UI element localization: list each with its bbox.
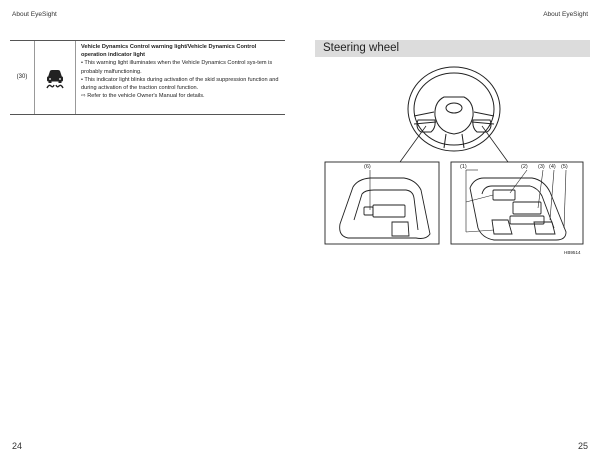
warning-bullet-malfunction: • This warning light illuminates when the Vehicle Dynamics Control sys-tem is probably malfunctioning. (81, 60, 273, 75)
warning-bullet-blinks: • This indicator light blinks during activation of the skid suppression function and during activation of the traction control function. (81, 76, 279, 92)
owners-manual-reference: ⇨ Refer to the vehicle Owner's Manual for details. (81, 93, 205, 100)
vehicle-dynamics-control-icon (35, 41, 76, 114)
page-number-right: 25 (577, 441, 588, 451)
callout-5: (5) (561, 164, 568, 170)
warning-light-table (10, 40, 285, 115)
warning-title: Vehicle Dynamics Control warning light/Vehicle Dynamics Control operation indicator light (81, 44, 257, 59)
steering-wheel-figure (318, 62, 590, 262)
callout-2: (2) (521, 164, 528, 170)
item-number: (30) (10, 41, 35, 114)
warning-description (76, 41, 285, 114)
callout-6: (6) (364, 164, 371, 170)
page-number-left: 24 (12, 441, 23, 451)
steering-wheel-drawing (400, 67, 508, 162)
callout-1: (1) (460, 164, 467, 170)
figure-code: HB9514 (564, 250, 581, 255)
running-header-left: About EyeSight (12, 11, 57, 18)
callout-4: (4) (549, 164, 556, 170)
running-header-right: About EyeSight (543, 11, 588, 18)
right-switch-detail (451, 162, 583, 244)
section-title: Steering wheel (315, 40, 590, 57)
callout-3: (3) (538, 164, 545, 170)
left-switch-detail (325, 162, 439, 244)
